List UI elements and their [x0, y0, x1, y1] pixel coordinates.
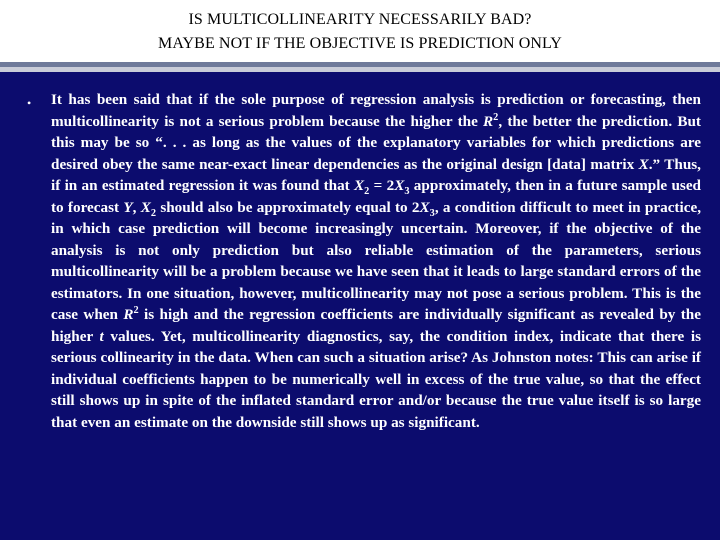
text-segment: is high and the regression coefficients are individually significant as revealed by the higher: [51, 306, 701, 345]
text-segment: , a condition difficult to meet in practice, in which case prediction will become increasingly uncertain. Moreover, if the objective of the analysis is not only prediction but also reliable estimation of the parameters, serious multicollinearity will be a problem because we have seen that it leads to large standard errors of the estimators. In one situation, however, multicollinearity may not pose a serious problem. This is the case when: [51, 198, 701, 323]
variable-r: R: [483, 112, 494, 130]
variable-y: Y: [123, 198, 133, 216]
variable-x: X: [419, 198, 430, 216]
text-segment: , the better the prediction. But this may be so “. . . as long as the values of the explanatory variables for which predictions are desired obey the same near-exact linear dependencies as the original design [data] matrix: [51, 112, 701, 173]
variable-x: X: [638, 155, 649, 173]
subscript-2: 2: [364, 186, 370, 198]
text-segment: ,: [132, 198, 141, 216]
variable-t: t: [99, 327, 104, 345]
title-line-1: IS MULTICOLLINEARITY NECESSARILY BAD?: [188, 11, 532, 28]
text-segment: .” Thus, if in an estimated regression it was found that: [51, 155, 701, 194]
variable-x: X: [140, 198, 151, 216]
variable-x: X: [354, 177, 365, 194]
variable-x: X: [394, 177, 405, 194]
content-panel: [0, 72, 720, 540]
text-segment: = 2: [369, 177, 395, 194]
subscript-3: 3: [404, 186, 410, 198]
text-segment: should also be approximately equal to 2: [156, 198, 420, 216]
superscript-2: 2: [133, 304, 139, 316]
text-segment: approximately, then in a future sample used to forecast: [51, 177, 702, 216]
subscript-2: 2: [150, 207, 157, 219]
subscript-3: 3: [429, 207, 435, 219]
body-paragraph: [51, 89, 701, 433]
superscript-2: 2: [493, 111, 499, 123]
text-segment: values. Yet, multicollinearity diagnostics, say, the condition index, indicate that there is serious collinearity in the data. When can such a situation arise? As Johnston notes: This can arise if individual coefficients happen to be numerically well in excess of the true value, so that the effect still shows up in spite of the inflated standard error and/or because the true value itself is so large that even an estimate on the downside still shows up as significant.: [51, 327, 701, 431]
variable-r: R: [123, 306, 134, 323]
text-segment: It has been said that if the sole purpose of regression analysis is prediction or forecasting, then multicollinearity is not a serious problem because the higher the: [51, 91, 701, 130]
bullet-icon: •: [27, 96, 32, 110]
slide-title: [0, 0, 720, 62]
title-line-2: MAYBE NOT IF THE OBJECTIVE IS PREDICTION ONLY: [158, 35, 562, 52]
